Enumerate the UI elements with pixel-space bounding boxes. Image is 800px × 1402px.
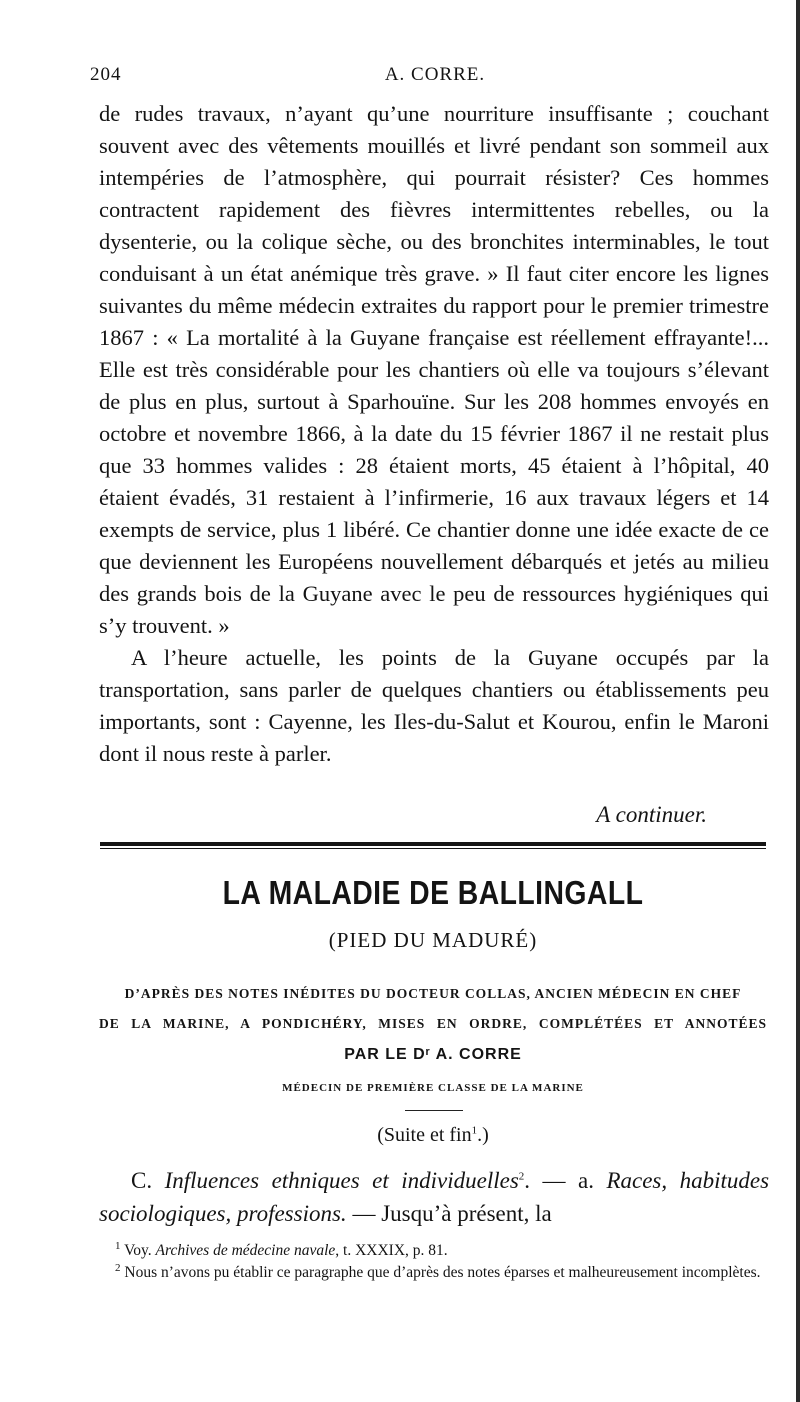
attribution-line-1: D’APRÈS DES NOTES INÉDITES DU DOCTEUR COLLAS, ANCIEN MÉDECIN EN CHEF <box>124 986 742 1001</box>
author-rank: MÉDECIN DE PREMIÈRE CLASSE DE LA MARINE <box>282 1082 584 1094</box>
paragraph-2: A l’heure actuelle, les points de la Guyane occupés par la transportation, sans parler de quelques chantiers ou établissements peu importants, sont : Cayenne, les Iles-du-Salut et Kourou, enfin le Maroni dont il nous reste à parler. <box>99 645 769 766</box>
article-subtitle: (PIED DU MADURÉ) <box>328 928 538 952</box>
page-number: 204 <box>90 64 122 85</box>
suite-text: (Suite et fin <box>377 1124 472 1146</box>
footnote-text: Voy. <box>120 1242 156 1259</box>
section-rule-thin <box>100 848 766 849</box>
footnote-text: Nous n’avons pu établir ce paragraphe que d’après des notes éparses et malheureusement incomplètes. <box>120 1264 761 1281</box>
footnote-1 <box>99 1240 769 1262</box>
running-title: A. CORRE. <box>384 64 486 85</box>
footnote-text-after: , t. XXXIX, p. 81. <box>335 1242 448 1259</box>
footnote-mark: 2 <box>115 1261 121 1274</box>
section-body: — Jusqu’à présent, la <box>346 1201 552 1226</box>
byline: PAR LE Dʳ A. CORRE <box>344 1046 522 1063</box>
attribution-line-2: DE LA MARINE, A PONDICHÉRY, MISES EN ORDRE, COMPLÉTÉES ET ANNOTÉES <box>99 1016 767 1031</box>
article-title: LA MALADIE DE BALLINGALL <box>222 874 644 911</box>
section-text <box>99 1164 769 1230</box>
subsection-heading: Races, habitudes sociologiques, professions. <box>99 1168 770 1226</box>
suite-close: .) <box>477 1124 489 1146</box>
page-edge-shadow <box>796 0 800 1402</box>
footnote-italic: Archives de médecine navale <box>155 1242 336 1259</box>
paragraph-1: de rudes travaux, n’ayant qu’une nourriture insuffisante ; couchant souvent avec des vêtements mouillés et livré pendant son sommeil aux intempéries de l’atmosphère, qui pourrait résister? Ces hommes contractent rapidement des fièvres intermittentes rebelles, ou la dysenterie, ou la colique sèche, ou des bronchites interminables, le tout conduisant à un état anémique très grave. » Il faut citer encore les lignes suivantes du même médecin extraites du rapport pour le premier trimestre 1867 : « La mortalité à la Guyane française est réellement effrayante!... Elle est très considérable pour les chantiers où elle va toujours s’élevant de plus en plus, surtout à Sparhouïne. Sur les 208 hommes envoyés en octobre et novembre 1866, à la date du 15 février 1867 il ne restait plus que 33 hommes valides : 28 étaient morts, 45 étaient à l’hôpital, 40 étaient évadés, 31 restaient à l’infirmerie, 16 aux travaux légers et 14 exempts de service, plus 1 libéré. Ce chantier donne une idée exacte de ce que deviennent les Européens nouvellement débarqués et jetés au milieu des grands bois de la Guyane avec le peu de ressources hygiéniques qui s’y trouvent. » <box>99 101 769 638</box>
continuation-note: A continuer. <box>596 802 707 827</box>
footnote-ref-1[interactable]: 1 <box>471 1124 478 1137</box>
section-dash: . — a. <box>524 1168 607 1193</box>
section-rule-thick <box>100 842 766 846</box>
footnote-mark: 1 <box>115 1239 121 1252</box>
running-head <box>90 64 780 90</box>
section-heading: Influences ethniques et individuelles <box>164 1168 519 1193</box>
body-text <box>99 98 769 770</box>
short-divider <box>405 1110 463 1111</box>
section-letter: C. <box>131 1168 165 1193</box>
footnote-2 <box>99 1262 769 1284</box>
footnotes <box>99 1240 769 1284</box>
suite-note <box>99 1124 767 1147</box>
footnote-ref-2[interactable]: 2 <box>518 1170 525 1183</box>
